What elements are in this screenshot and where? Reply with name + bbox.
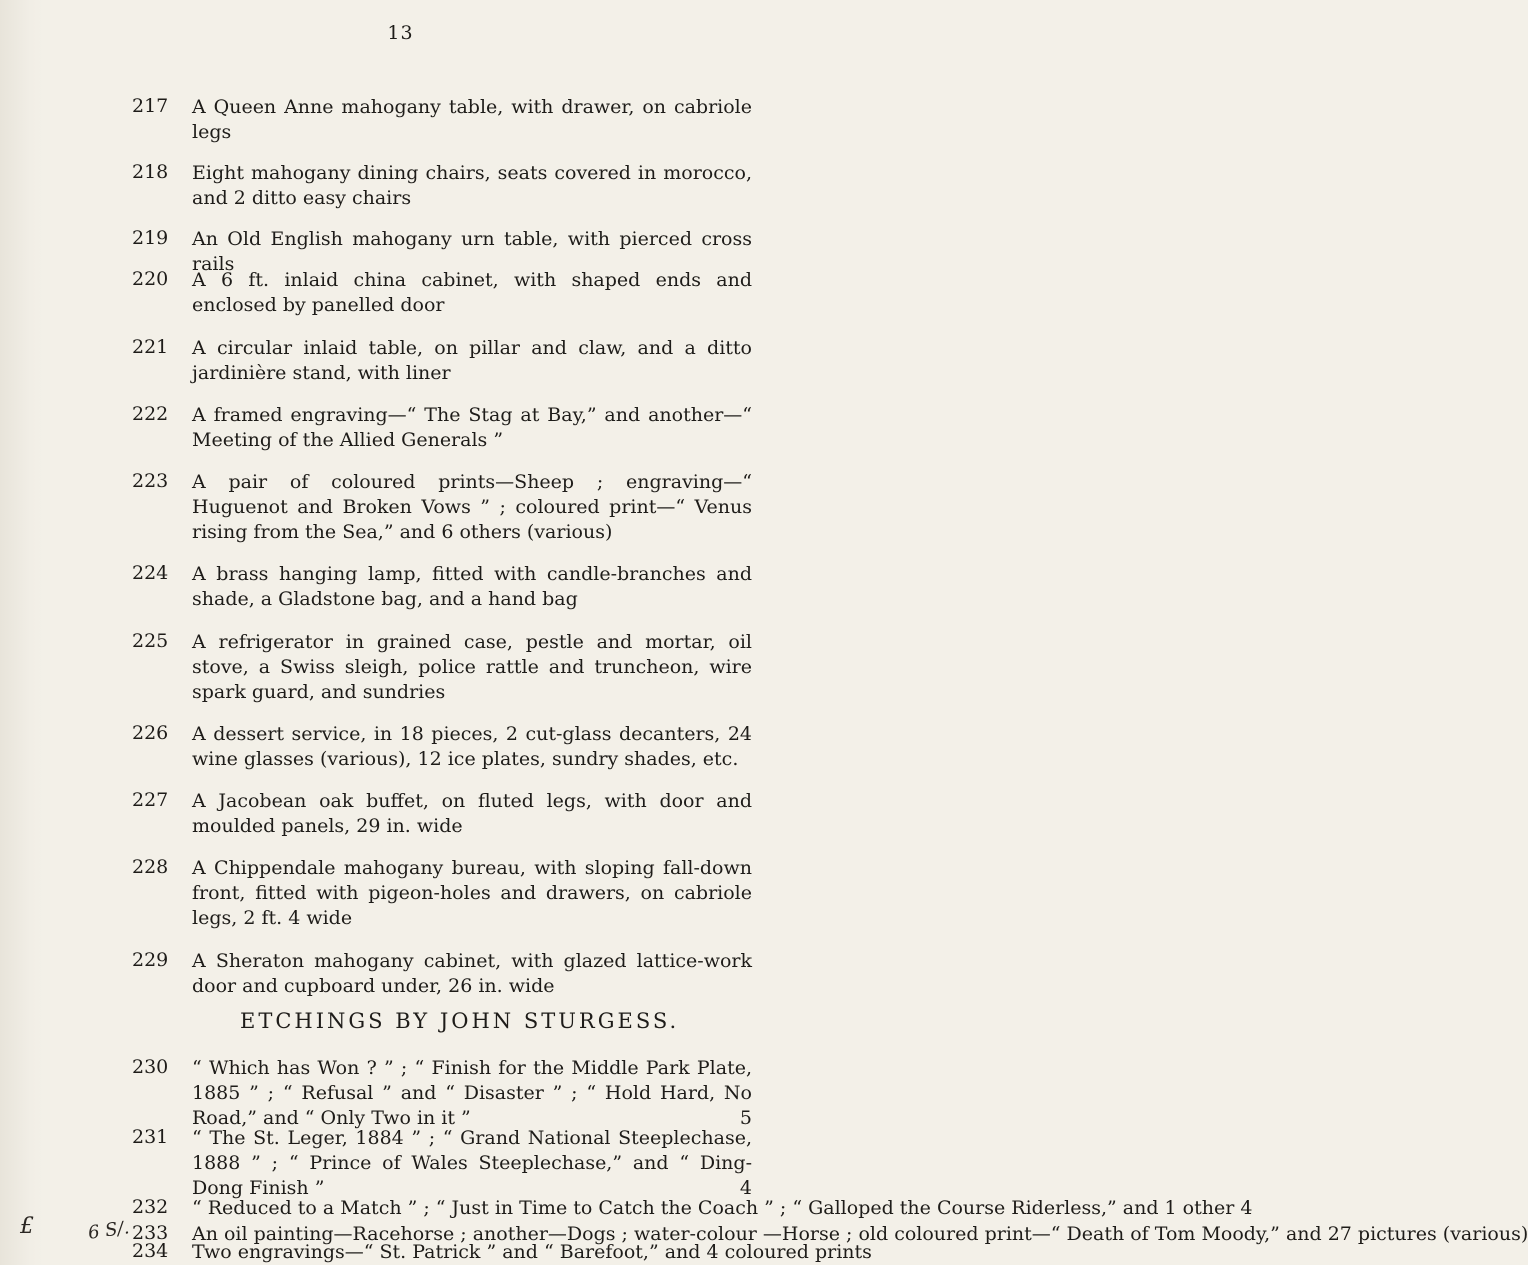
lot-description-text: “ Which has Won ? ” ; “ Finish for the Middle Park Plate, 1885 ” ; “ Refusal ” and “ Disaster ” ; “ Hold Hard, No Road,” and “ Only Two in it ” — [192, 1057, 752, 1129]
lot-221 — [132, 336, 752, 386]
lot-description: A pair of coloured prints—Sheep ; engraving—“ Huguenot and Broken Vows ” ; coloured print—“ Venus rising from the Sea,” and 6 others (various) — [192, 471, 752, 543]
lot-quantity: 5 — [739, 1107, 752, 1129]
lot-description — [192, 1126, 752, 1201]
lot-number: 222 — [132, 403, 169, 425]
lot-description: A circular inlaid table, on pillar and claw, and a ditto jardinière stand, with liner — [192, 337, 752, 384]
lot-number: 234 — [132, 1240, 169, 1262]
lot-description: “ Reduced to a Match ” ; “ Just in Time to Catch the Coach ” ; “ Galloped the Course Riderless,” and 1 other 4 — [192, 1197, 1253, 1219]
lot-number: 228 — [132, 856, 169, 878]
lot-description: A Sheraton mahogany cabinet, with glazed lattice-work door and cupboard under, 26 in. wide — [192, 950, 752, 997]
lot-number: 225 — [132, 630, 169, 652]
lot-234 — [132, 1240, 872, 1265]
lot-number: 230 — [132, 1056, 169, 1078]
lot-number: 232 — [132, 1196, 169, 1218]
lot-number: 217 — [132, 95, 169, 117]
lot-number: 218 — [132, 161, 169, 183]
lot-description: A framed engraving—“ The Stag at Bay,” and another—“ Meeting of the Allied Generals ” — [192, 404, 752, 451]
lot-description: An Old English mahogany urn table, with pierced cross rails — [192, 228, 752, 275]
lot-220 — [132, 268, 752, 318]
page-edge — [0, 0, 44, 1265]
lot-222 — [132, 403, 752, 453]
lot-number: 220 — [132, 268, 169, 290]
lot-description: A 6 ft. inlaid china cabinet, with shaped ends and enclosed by panelled door — [192, 269, 752, 316]
lot-218 — [132, 161, 752, 211]
lot-227 — [132, 789, 752, 839]
lot-230 — [132, 1056, 752, 1131]
lot-226 — [132, 722, 752, 772]
handwritten-mark: £ — [20, 1214, 34, 1239]
lot-223 — [132, 470, 752, 545]
lot-number: 223 — [132, 470, 169, 492]
lot-quantity: 4 — [739, 1177, 752, 1199]
lot-description: An oil painting—Racehorse ; another—Dogs ; water-colour —Horse ; old coloured print—“ Death of Tom Moody,” and 27 pictures (various) — [192, 1223, 1528, 1245]
lot-232 — [132, 1196, 1253, 1221]
lot-number: 231 — [132, 1126, 169, 1148]
lot-description: A dessert service, in 18 pieces, 2 cut-glass decanters, 24 wine glasses (various), 12 ice plates, sundry shades, etc. — [192, 723, 752, 770]
lot-number: 221 — [132, 336, 169, 358]
section-heading: ETCHINGS BY JOHN STURGESS. — [240, 1009, 680, 1033]
lot-225 — [132, 630, 752, 705]
lot-description-text: “ The St. Leger, 1884 ” ; “ Grand National Steeplechase, 1888 ” ; “ Prince of Wales Steeplechase,” and “ Ding-Dong Finish ” — [192, 1127, 752, 1199]
lot-229 — [132, 949, 752, 999]
lot-number: 226 — [132, 722, 169, 744]
lot-217 — [132, 95, 752, 145]
handwritten-price-note: 6 S/. — [86, 1217, 131, 1244]
lot-number: 233 — [132, 1222, 169, 1244]
lot-number: 224 — [132, 562, 169, 584]
lot-description: A refrigerator in grained case, pestle and mortar, oil stove, a Swiss sleigh, police rattle and truncheon, wire spark guard, and sundries — [192, 631, 752, 703]
lot-231 — [132, 1126, 752, 1201]
lot-description: A brass hanging lamp, fitted with candle-branches and shade, a Gladstone bag, and a hand bag — [192, 563, 752, 610]
lot-description: A Queen Anne mahogany table, with drawer, on cabriole legs — [192, 96, 752, 143]
lot-number: 227 — [132, 789, 169, 811]
lot-description: Two engravings—“ St. Patrick ” and “ Barefoot,” and 4 coloured prints — [192, 1241, 872, 1263]
lot-number: 219 — [132, 227, 169, 249]
lot-228 — [132, 856, 752, 931]
lot-description: A Jacobean oak buffet, on fluted legs, with door and moulded panels, 29 in. wide — [192, 790, 752, 837]
lot-description: Eight mahogany dining chairs, seats covered in morocco, and 2 ditto easy chairs — [192, 162, 752, 209]
lot-number: 229 — [132, 949, 169, 971]
lot-description — [192, 1056, 752, 1131]
lot-description: A Chippendale mahogany bureau, with sloping fall-down front, fitted with pigeon-holes and drawers, on cabriole legs, 2 ft. 4 wide — [192, 857, 752, 929]
page-number: 13 — [387, 22, 414, 44]
lot-224 — [132, 562, 752, 612]
